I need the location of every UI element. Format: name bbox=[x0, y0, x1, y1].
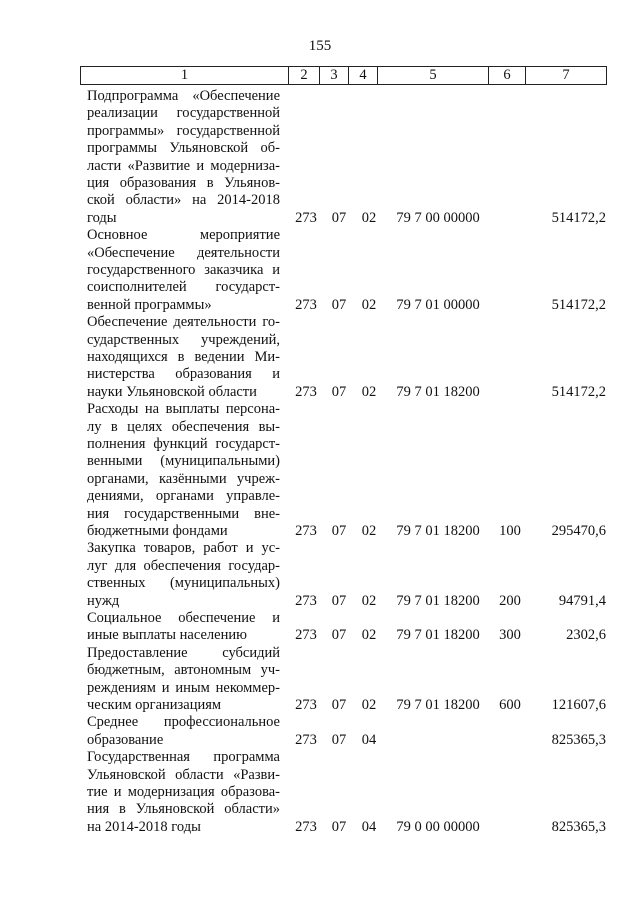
row-name-line: Основное мероприятие bbox=[87, 227, 280, 244]
row-name-line: органами, казёнными учреж- bbox=[87, 470, 280, 487]
row-cell-c2: 273 bbox=[295, 296, 317, 313]
row-cell-c7: 514172,2 bbox=[551, 296, 606, 313]
row-cell-c7: 121607,6 bbox=[551, 696, 606, 713]
row-name bbox=[87, 645, 280, 715]
header-col-3: 3 bbox=[320, 67, 349, 85]
table-row bbox=[0, 540, 640, 610]
row-cell-c4: 02 bbox=[361, 627, 377, 644]
row-cell-c7: 514172,2 bbox=[551, 383, 606, 400]
row-name-line: иные выплаты населению bbox=[87, 627, 247, 644]
row-name-line: лу в целях обеспечения вы- bbox=[87, 418, 280, 435]
row-name-line: на 2014-2018 годы bbox=[87, 818, 201, 835]
row-name-line: ния в Ульяновской области» bbox=[87, 801, 280, 818]
header-col-6: 6 bbox=[489, 67, 526, 85]
row-name-line: программы» государственной bbox=[87, 122, 280, 139]
row-cell-c4: 02 bbox=[361, 209, 377, 226]
table-row bbox=[0, 401, 640, 540]
row-cell-c3: 07 bbox=[331, 383, 347, 400]
row-cell-c4: 04 bbox=[361, 731, 377, 748]
row-name-line: Обеспечение деятельности го- bbox=[87, 314, 280, 331]
row-cell-c2: 273 bbox=[295, 731, 317, 748]
table-row bbox=[0, 645, 640, 715]
row-cell-c6: 100 bbox=[499, 522, 521, 539]
row-cell-c7: 514172,2 bbox=[551, 209, 606, 226]
row-name-line: годы bbox=[87, 209, 117, 226]
row-cell-c3: 07 bbox=[331, 627, 347, 644]
row-cell-c6: 200 bbox=[499, 592, 521, 609]
row-name-line: Расходы на выплаты персона- bbox=[87, 401, 280, 418]
row-cell-c2: 273 bbox=[295, 209, 317, 226]
row-name-line: венной программы» bbox=[87, 296, 212, 313]
header-col-7: 7 bbox=[526, 67, 607, 85]
row-name-line: ской области» на 2014-2018 bbox=[87, 192, 280, 209]
row-name-line: соисполнителей государст- bbox=[87, 279, 280, 296]
row-cell-c2: 273 bbox=[295, 696, 317, 713]
header-col-5: 5 bbox=[378, 67, 489, 85]
table-row bbox=[0, 714, 640, 749]
row-name-line: бюджетным, автономным уч- bbox=[87, 662, 280, 679]
header-col-1: 1 bbox=[81, 67, 289, 85]
row-name-line: ласти «Развитие и модерниза- bbox=[87, 157, 280, 174]
header-col-4: 4 bbox=[349, 67, 378, 85]
row-cell-c2: 273 bbox=[295, 522, 317, 539]
header-col-2: 2 bbox=[289, 67, 320, 85]
table-header bbox=[80, 66, 607, 85]
row-cell-c3: 07 bbox=[331, 522, 347, 539]
row-cell-c2: 273 bbox=[295, 592, 317, 609]
row-name-line: тие и модернизация образова- bbox=[87, 784, 280, 800]
row-name-line: нистерства образования и bbox=[87, 366, 280, 383]
row-cell-c3: 07 bbox=[331, 592, 347, 609]
row-name-line: программы Ульяновской об- bbox=[87, 140, 280, 157]
row-name bbox=[87, 88, 280, 227]
row-name-line: находящихся в ведении Ми- bbox=[87, 349, 280, 365]
row-cell-c5: 79 7 01 00000 bbox=[396, 296, 480, 313]
row-cell-c3: 07 bbox=[331, 296, 347, 313]
table-row bbox=[0, 314, 640, 401]
row-cell-c4: 02 bbox=[361, 592, 377, 609]
row-name-line: ственных (муниципальных) bbox=[87, 575, 280, 592]
row-name bbox=[87, 314, 280, 401]
row-name-line: Социальное обеспечение и bbox=[87, 610, 280, 626]
row-name-line: луг для обеспечения государ- bbox=[87, 557, 280, 574]
row-name bbox=[87, 540, 280, 610]
row-name bbox=[87, 227, 280, 314]
row-name-line: Среднее профессиональное bbox=[87, 714, 280, 731]
table-row bbox=[0, 610, 640, 645]
row-cell-c5: 79 7 01 18200 bbox=[396, 696, 480, 713]
row-name-line: науки Ульяновской области bbox=[87, 383, 257, 400]
table-row bbox=[0, 749, 640, 836]
row-cell-c4: 02 bbox=[361, 696, 377, 713]
row-cell-c5: 79 7 01 18200 bbox=[396, 383, 480, 400]
row-cell-c4: 02 bbox=[361, 522, 377, 539]
row-cell-c4: 02 bbox=[361, 296, 377, 313]
row-name bbox=[87, 610, 280, 645]
row-cell-c2: 273 bbox=[295, 383, 317, 400]
row-name-line: ческим организациям bbox=[87, 697, 222, 714]
row-name-line: полнения функций государст- bbox=[87, 436, 280, 452]
row-cell-c4: 04 bbox=[361, 818, 377, 835]
row-name-line: Ульяновской области «Разви- bbox=[87, 766, 280, 783]
row-cell-c5: 79 7 01 18200 bbox=[396, 522, 480, 539]
row-name-line: венными (муниципальными) bbox=[87, 453, 280, 470]
row-name-line: Государственная программа bbox=[87, 749, 280, 766]
row-name bbox=[87, 714, 280, 749]
row-name-line: образование bbox=[87, 731, 164, 748]
row-cell-c3: 07 bbox=[331, 696, 347, 713]
row-cell-c3: 07 bbox=[331, 818, 347, 835]
row-cell-c3: 07 bbox=[331, 731, 347, 748]
row-name-line: реждениям и иным некоммер- bbox=[87, 679, 280, 696]
row-name-line: сударственных учреждений, bbox=[87, 331, 280, 348]
row-cell-c4: 02 bbox=[361, 383, 377, 400]
row-name-line: «Обеспечение деятельности bbox=[87, 244, 280, 261]
row-cell-c5: 79 7 00 00000 bbox=[396, 209, 480, 226]
row-name-line: нужд bbox=[87, 592, 120, 609]
row-name-line: ния государственными вне- bbox=[87, 505, 280, 522]
row-cell-c5: 79 7 01 18200 bbox=[396, 592, 480, 609]
row-cell-c5: 79 0 00 00000 bbox=[396, 818, 480, 835]
row-cell-c5: 79 7 01 18200 bbox=[396, 627, 480, 644]
row-name-line: дениями, органами управле- bbox=[87, 488, 280, 505]
row-cell-c7: 2302,6 bbox=[566, 627, 606, 644]
row-name-line: государственного заказчика и bbox=[87, 262, 280, 278]
row-name bbox=[87, 749, 280, 836]
row-cell-c7: 825365,3 bbox=[551, 731, 606, 748]
row-cell-c7: 825365,3 bbox=[551, 818, 606, 835]
row-cell-c6: 300 bbox=[499, 627, 521, 644]
row-cell-c7: 94791,4 bbox=[558, 592, 606, 609]
row-cell-c7: 295470,6 bbox=[551, 522, 606, 539]
page-number: 155 bbox=[308, 38, 332, 54]
table-row bbox=[0, 88, 640, 227]
row-cell-c3: 07 bbox=[331, 209, 347, 226]
row-name bbox=[87, 401, 280, 540]
row-name-line: Предоставление субсидий bbox=[87, 644, 280, 661]
row-name-line: Подпрограмма «Обеспечение bbox=[87, 88, 280, 104]
row-name-line: Закупка товаров, работ и ус- bbox=[87, 540, 280, 557]
table-row bbox=[0, 227, 640, 314]
row-name-line: реализации государственной bbox=[87, 105, 280, 122]
row-name-line: ция образования в Ульянов- bbox=[87, 175, 280, 192]
row-name-line: бюджетными фондами bbox=[87, 523, 228, 540]
row-cell-c2: 273 bbox=[295, 818, 317, 835]
row-cell-c2: 273 bbox=[295, 627, 317, 644]
row-cell-c6: 600 bbox=[499, 696, 521, 713]
